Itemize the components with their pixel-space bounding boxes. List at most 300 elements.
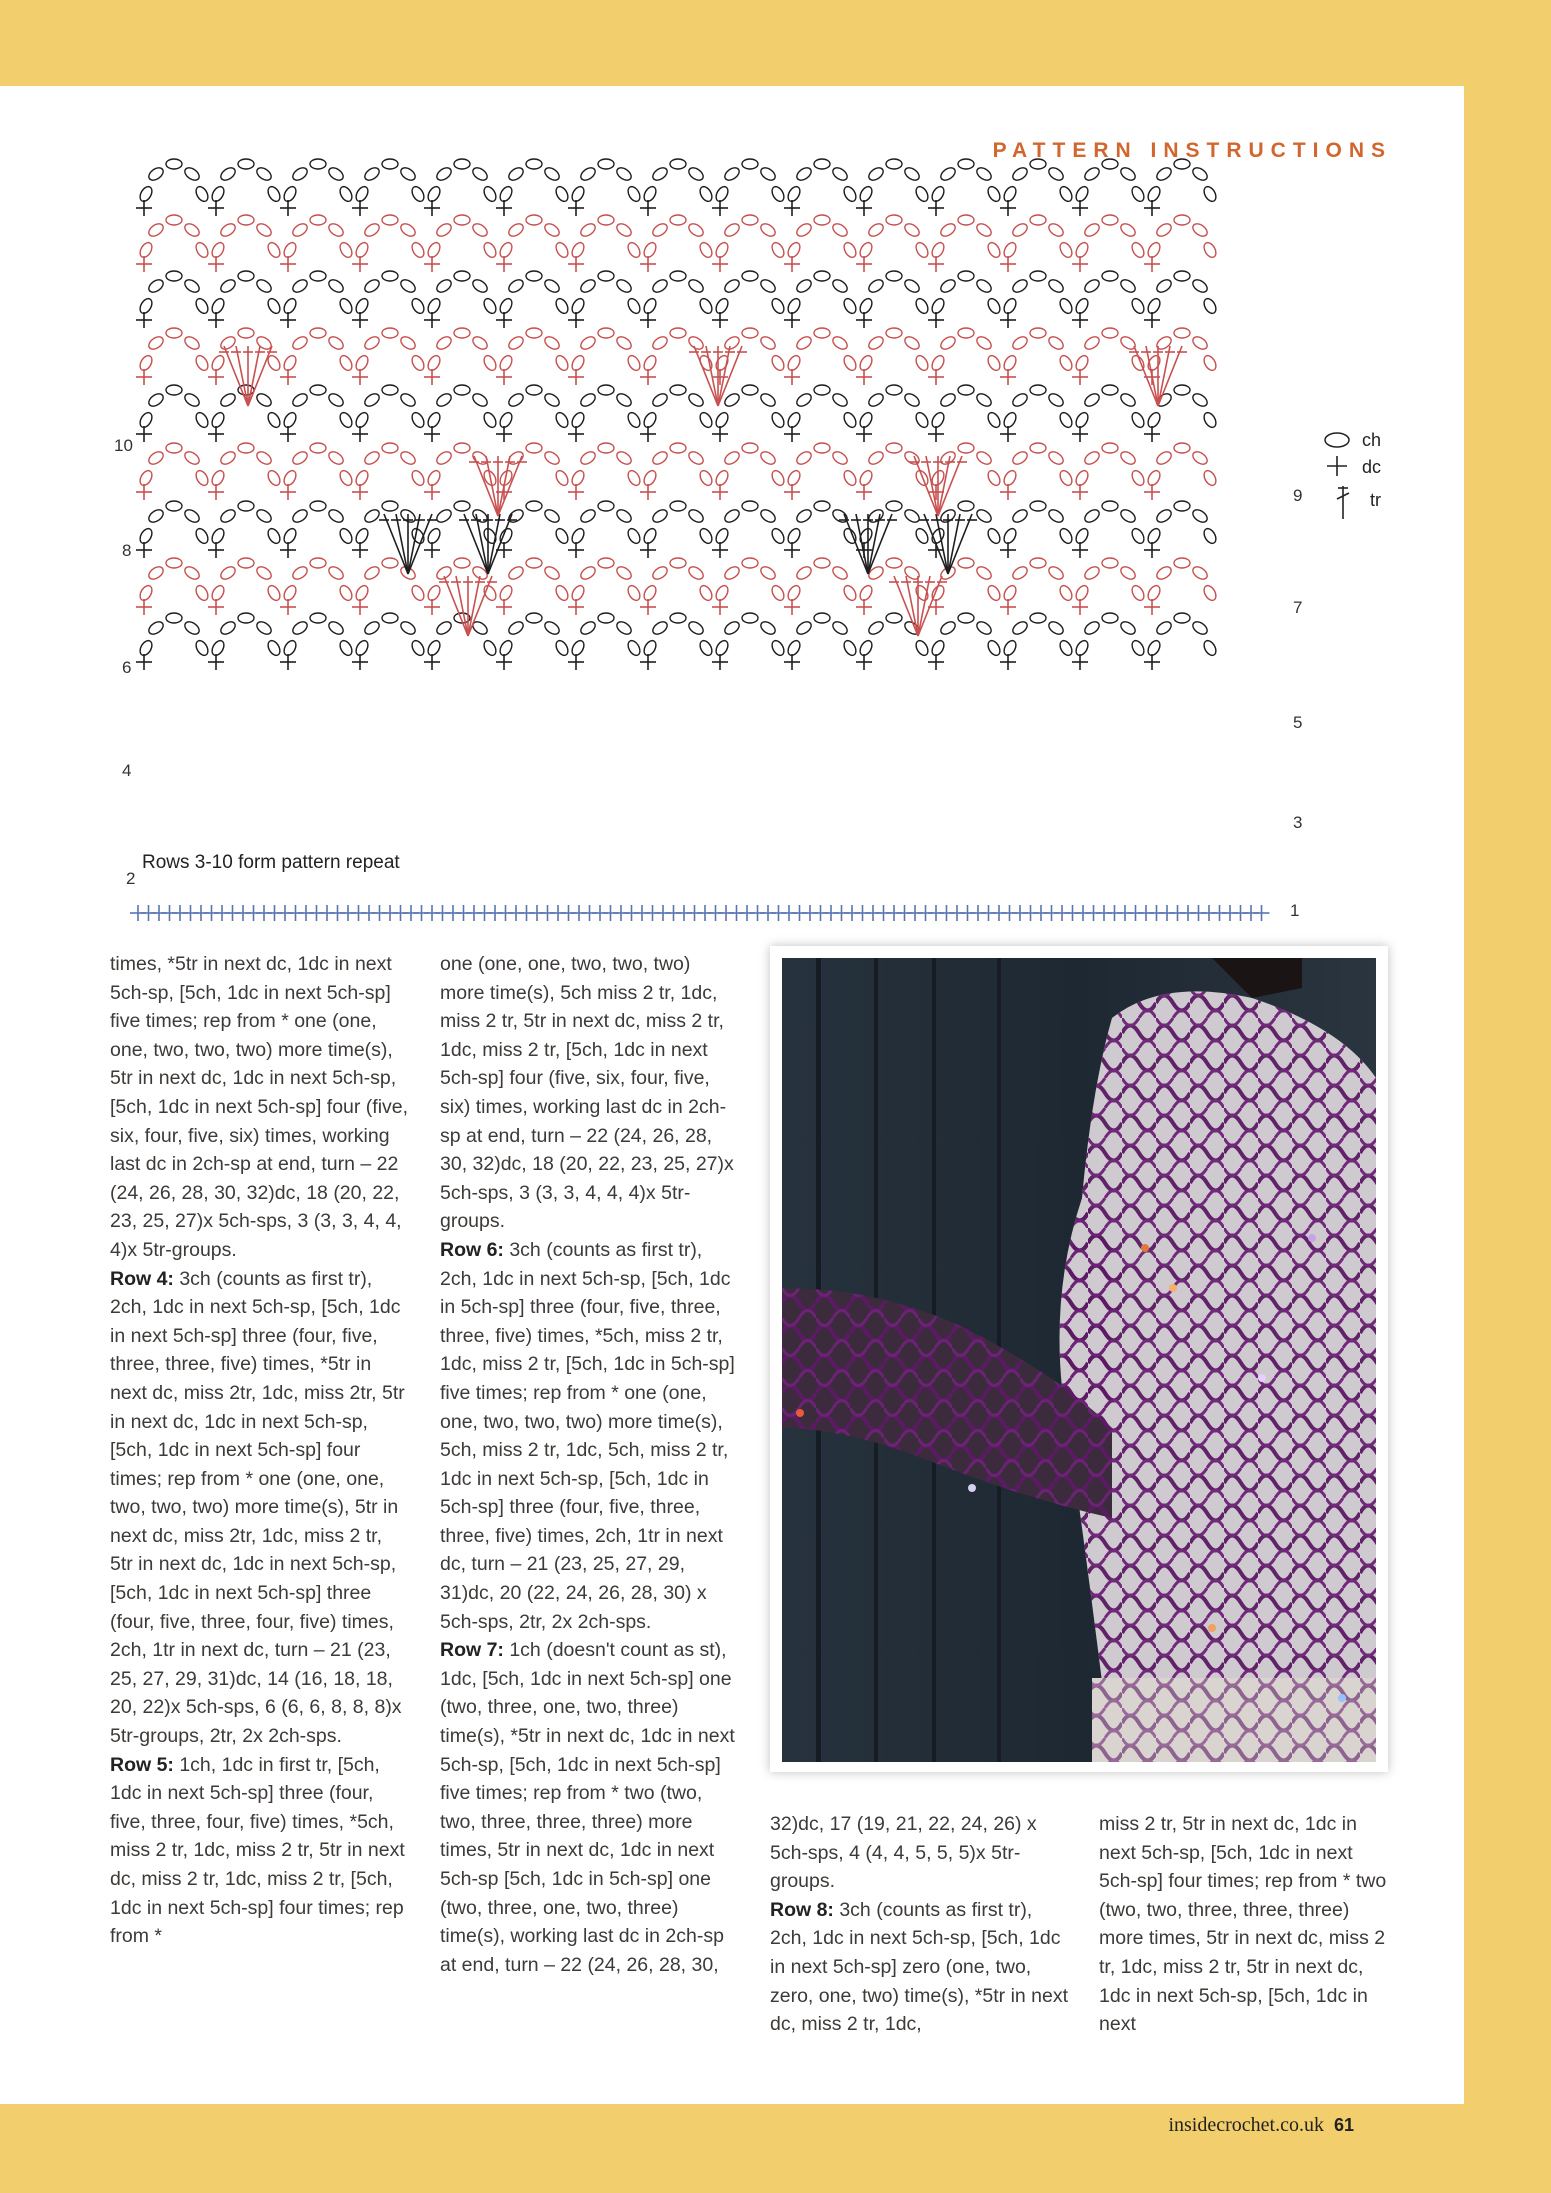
ch-stitch [482, 241, 499, 260]
text-column-4 [1099, 1810, 1389, 2039]
tr-stitch [468, 576, 480, 636]
ch-stitch [219, 449, 238, 466]
ch-stitch [651, 391, 670, 408]
ch-stitch [194, 354, 211, 373]
ch-stitch [831, 449, 850, 466]
ch-stitch [1174, 271, 1190, 281]
ch-stitch [914, 639, 931, 658]
ch-stitch [1191, 507, 1210, 524]
tr-stitch [868, 514, 880, 574]
ch-stitch [1074, 297, 1091, 316]
ch-stitch [570, 469, 587, 488]
ch-stitch [327, 391, 346, 408]
ch-stitch [975, 507, 994, 524]
ch-stitch [507, 391, 526, 408]
tr-stitch [444, 576, 468, 636]
ch-stitch [266, 241, 283, 260]
ch-stitch [579, 449, 598, 466]
ch-stitch [310, 328, 326, 338]
ch-stitch [1146, 241, 1163, 260]
ch-stitch [282, 469, 299, 488]
tr-stitch [408, 514, 420, 574]
ch-stitch [770, 185, 787, 204]
ch-stitch [338, 584, 355, 603]
ch-stitch [570, 527, 587, 546]
ch-stitch [886, 159, 902, 169]
ch-stitch [471, 391, 490, 408]
ch-stitch [310, 159, 326, 169]
tr-stitch [464, 514, 488, 574]
row-text: 3ch (counts as first tr), 2ch, 1dc in next 5ch-sp, [5ch, 1dc in next 5ch-sp] three (four, five, three, three, five) times, *5tr in next dc, miss 2tr, 1dc, miss 2tr, 5tr in next dc, 1dc in next 5ch-sp, [5ch, 1dc in next 5ch-sp] four times; rep from * one (one, one, two, two, two) more time(s), 5tr in next dc, miss 2tr, 1dc, miss 2 tr, 5tr in next dc, 1dc in next 5ch-sp, [5ch, 1dc in next 5ch-sp] three (four, five, three, four, five) times, 2ch, 1tr in next dc, turn – 21 (23, 25, 27, 29, 31)dc, 14 (16, 18, 18, 20, 22)x 5ch-sps, 6 (6, 6, 8, 8, 8)x 5tr-groups, 2tr, 2x 2ch-sps. [110, 1267, 405, 1748]
ch-stitch [507, 619, 526, 636]
page-footer [1168, 2114, 1354, 2137]
ch-stitch [786, 411, 803, 430]
ch-stitch [615, 165, 634, 182]
ch-stitch [291, 619, 310, 636]
ch-stitch [1191, 449, 1210, 466]
ch-stitch [498, 241, 515, 260]
ch-stitch [930, 411, 947, 430]
ch-stitch [426, 185, 443, 204]
ch-stitch [147, 449, 166, 466]
ch-stitch [1191, 221, 1210, 238]
ch-stitch [570, 639, 587, 658]
ch-stitch [986, 469, 1003, 488]
tr-stitch [456, 576, 468, 636]
tr-stitch [498, 456, 522, 516]
ch-stitch [1083, 391, 1102, 408]
ch-stitch [986, 584, 1003, 603]
ch-stitch [507, 277, 526, 294]
ch-stitch [795, 221, 814, 238]
ch-stitch [354, 411, 371, 430]
ch-stitch [615, 334, 634, 351]
ch-stitch [1202, 241, 1219, 260]
ch-stitch [1074, 354, 1091, 373]
ch-stitch [770, 639, 787, 658]
ch-stitch [138, 185, 155, 204]
ch-stitch [435, 277, 454, 294]
ch-stitch [554, 584, 571, 603]
ch-stitch [1130, 527, 1147, 546]
ch-stitch [166, 558, 182, 568]
ch-stitch [255, 564, 274, 581]
ch-stitch [382, 328, 398, 338]
ch-stitch [626, 354, 643, 373]
ch-stitch [939, 391, 958, 408]
ch-stitch [255, 449, 274, 466]
ch-stitch [742, 159, 758, 169]
ch-stitch [975, 221, 994, 238]
ch-stitch [327, 221, 346, 238]
tr-stitch [924, 514, 948, 574]
ch-stitch [282, 297, 299, 316]
ch-stitch [454, 385, 470, 395]
ch-stitch [939, 165, 958, 182]
tr-stitch [474, 456, 498, 516]
row-label: Row 7: [440, 1639, 504, 1662]
ch-stitch [238, 558, 254, 568]
ch-stitch [1119, 507, 1138, 524]
ch-stitch [526, 328, 542, 338]
ch-stitch [526, 501, 542, 511]
ch-stitch [138, 469, 155, 488]
ch-stitch [255, 277, 274, 294]
ch-stitch [1146, 639, 1163, 658]
ch-stitch [194, 584, 211, 603]
ch-stitch [1119, 165, 1138, 182]
ch-stitch [382, 385, 398, 395]
ch-stitch [867, 449, 886, 466]
ch-stitch [399, 221, 418, 238]
ch-stitch [291, 507, 310, 524]
ch-stitch [526, 159, 542, 169]
ch-stitch [698, 639, 715, 658]
ch-stitch [615, 507, 634, 524]
ch-stitch [795, 391, 814, 408]
ch-stitch [975, 619, 994, 636]
ch-stitch [1083, 221, 1102, 238]
ch-stitch [1155, 449, 1174, 466]
ch-stitch [598, 558, 614, 568]
key-tr-symbol [1337, 486, 1349, 519]
ch-stitch [759, 449, 778, 466]
ch-stitch [194, 527, 211, 546]
ch-stitch [687, 391, 706, 408]
ch-stitch [1146, 584, 1163, 603]
ch-stitch [814, 215, 830, 225]
ch-stitch [786, 639, 803, 658]
row-number-10: 10 [114, 436, 133, 455]
ch-stitch [1191, 165, 1210, 182]
ch-stitch [291, 564, 310, 581]
ch-stitch [219, 564, 238, 581]
ch-stitch [930, 241, 947, 260]
paragraph [110, 1265, 410, 1751]
ch-stitch [1058, 527, 1075, 546]
ch-stitch [1102, 558, 1118, 568]
ch-stitch [598, 385, 614, 395]
ch-stitch [507, 334, 526, 351]
ch-stitch [742, 271, 758, 281]
ch-stitch [642, 354, 659, 373]
ch-stitch [1047, 619, 1066, 636]
ch-stitch [1155, 165, 1174, 182]
ch-stitch [1191, 564, 1210, 581]
ch-stitch [723, 564, 742, 581]
ch-stitch [958, 215, 974, 225]
ch-stitch [903, 391, 922, 408]
ch-stitch [554, 469, 571, 488]
ch-stitch [986, 639, 1003, 658]
ch-stitch [498, 639, 515, 658]
ch-stitch [1011, 564, 1030, 581]
ch-stitch [714, 297, 731, 316]
ch-stitch [1083, 449, 1102, 466]
ch-stitch [687, 507, 706, 524]
ch-stitch [435, 619, 454, 636]
ch-stitch [698, 297, 715, 316]
ch-stitch [579, 277, 598, 294]
ch-stitch [1002, 241, 1019, 260]
ch-stitch [147, 391, 166, 408]
ch-stitch [1202, 354, 1219, 373]
ch-stitch [166, 159, 182, 169]
ch-stitch [310, 613, 326, 623]
paragraph [440, 1236, 740, 1636]
ch-stitch [759, 221, 778, 238]
photo-illustration [782, 958, 1376, 1762]
ch-stitch [166, 215, 182, 225]
ch-stitch [1030, 215, 1046, 225]
ch-stitch [543, 334, 562, 351]
ch-stitch [651, 165, 670, 182]
row-label: Row 8: [770, 1898, 834, 1921]
ch-stitch [886, 215, 902, 225]
ch-stitch [1058, 241, 1075, 260]
ch-stitch [183, 221, 202, 238]
ch-stitch [742, 328, 758, 338]
ch-stitch [786, 354, 803, 373]
ch-stitch [1058, 584, 1075, 603]
tr-stitch [408, 514, 432, 574]
ch-stitch [786, 241, 803, 260]
ch-stitch [759, 619, 778, 636]
ch-stitch [554, 639, 571, 658]
ch-stitch [282, 411, 299, 430]
row-text: miss 2 tr, 5tr in next dc, 1dc in next 5ch-sp, [5ch, 1dc in next 5ch-sp] four times; rep from * two (two, two, three, three, three) more times, 5tr in next dc, miss 2 tr, 1dc, miss 2 tr, 5tr in next dc, 1dc in next 5ch-sp, [5ch, 1dc in next [1099, 1813, 1387, 2036]
ch-stitch [1058, 639, 1075, 658]
ch-stitch [723, 277, 742, 294]
ch-stitch [210, 241, 227, 260]
ch-stitch [338, 411, 355, 430]
ch-stitch [482, 584, 499, 603]
ch-stitch [1074, 639, 1091, 658]
ch-stitch [310, 215, 326, 225]
ch-stitch [543, 619, 562, 636]
ch-stitch [498, 185, 515, 204]
ch-stitch [543, 277, 562, 294]
ch-stitch [842, 241, 859, 260]
ch-stitch [147, 277, 166, 294]
ch-stitch [742, 501, 758, 511]
ch-stitch [914, 354, 931, 373]
ch-stitch [598, 215, 614, 225]
ch-stitch [338, 297, 355, 316]
ch-stitch [814, 159, 830, 169]
ch-stitch [526, 215, 542, 225]
ch-stitch [626, 527, 643, 546]
ch-stitch [1202, 584, 1219, 603]
ch-stitch [795, 507, 814, 524]
ch-stitch [570, 241, 587, 260]
ch-stitch [714, 527, 731, 546]
ch-stitch [410, 185, 427, 204]
ch-stitch [842, 411, 859, 430]
tr-stitch [914, 456, 938, 516]
ch-stitch [219, 334, 238, 351]
ch-stitch [482, 185, 499, 204]
ch-stitch [842, 185, 859, 204]
ch-stitch [327, 507, 346, 524]
ch-stitch [310, 443, 326, 453]
paragraph [1099, 1810, 1389, 2039]
tr-stitch [488, 514, 500, 574]
ch-stitch [687, 221, 706, 238]
text-column-2 [440, 950, 740, 1979]
ch-stitch [426, 527, 443, 546]
ch-stitch [642, 584, 659, 603]
ch-stitch [1047, 334, 1066, 351]
ch-stitch [1174, 385, 1190, 395]
ch-stitch [219, 391, 238, 408]
ch-stitch [579, 221, 598, 238]
tr-stitch [498, 456, 510, 516]
ch-stitch [975, 277, 994, 294]
ch-stitch [1002, 411, 1019, 430]
ch-stitch [471, 221, 490, 238]
ch-stitch [626, 639, 643, 658]
ch-stitch [886, 385, 902, 395]
ch-stitch [579, 165, 598, 182]
ch-stitch [338, 639, 355, 658]
ch-stitch [886, 328, 902, 338]
ch-stitch [543, 564, 562, 581]
ch-stitch [742, 613, 758, 623]
ch-stitch [1047, 165, 1066, 182]
ch-stitch [1202, 639, 1219, 658]
ch-stitch [1146, 469, 1163, 488]
ch-stitch [958, 328, 974, 338]
ch-stitch [1047, 507, 1066, 524]
ch-stitch [759, 277, 778, 294]
ch-stitch [482, 639, 499, 658]
ch-stitch [1030, 558, 1046, 568]
paragraph [770, 1810, 1070, 1896]
ch-stitch [454, 271, 470, 281]
ch-stitch [1146, 297, 1163, 316]
ch-stitch [138, 639, 155, 658]
ch-stitch [975, 391, 994, 408]
text-column-1 [110, 950, 410, 1951]
ch-stitch [435, 334, 454, 351]
ch-stitch [1083, 277, 1102, 294]
ch-stitch [1002, 469, 1019, 488]
ch-stitch [598, 271, 614, 281]
ch-stitch [598, 613, 614, 623]
ch-stitch [626, 584, 643, 603]
ch-stitch [354, 241, 371, 260]
ch-stitch [858, 639, 875, 658]
ch-stitch [138, 527, 155, 546]
ch-stitch [814, 613, 830, 623]
ch-stitch [282, 584, 299, 603]
ch-stitch [1130, 411, 1147, 430]
ch-stitch [327, 449, 346, 466]
ch-stitch [1074, 241, 1091, 260]
ch-stitch [354, 527, 371, 546]
ch-stitch [903, 507, 922, 524]
ch-stitch [930, 185, 947, 204]
ch-stitch [255, 619, 274, 636]
ch-stitch [194, 411, 211, 430]
ch-stitch [382, 558, 398, 568]
ch-stitch [554, 527, 571, 546]
ch-stitch [138, 354, 155, 373]
ch-stitch [363, 277, 382, 294]
ch-stitch [1202, 469, 1219, 488]
ch-stitch [338, 354, 355, 373]
ch-stitch [842, 584, 859, 603]
ch-stitch [1058, 354, 1075, 373]
ch-stitch [238, 271, 254, 281]
ch-stitch [147, 564, 166, 581]
ch-stitch [714, 185, 731, 204]
ch-stitch [138, 297, 155, 316]
ch-stitch [1074, 185, 1091, 204]
ch-stitch [723, 391, 742, 408]
key-tr-label: tr [1370, 490, 1381, 510]
ch-stitch [723, 507, 742, 524]
ch-stitch [714, 469, 731, 488]
ch-stitch [435, 165, 454, 182]
key-dc-symbol [1327, 456, 1347, 476]
tr-stitch [718, 346, 742, 406]
ch-stitch [435, 391, 454, 408]
ch-stitch [786, 584, 803, 603]
ch-stitch [1083, 165, 1102, 182]
ch-stitch [210, 411, 227, 430]
row-text: one (one, one, two, two, two) more time(s), 5ch miss 2 tr, 1dc, miss 2 tr, 5tr in next dc, miss 2 tr, 1dc, miss 2 tr, [5ch, 1dc in next 5ch-sp] four (five, six, four, five, six) times, working last dc in 2ch-sp at end, turn – 22 (24, 26, 28, 30, 32)dc, 18 (20, 22, 23, 25, 27)x 5ch-sps, 3 (3, 3, 4, 4, 4)x 5tr-groups. [440, 953, 734, 1233]
ch-stitch [435, 507, 454, 524]
ch-stitch [867, 165, 886, 182]
ch-stitch [554, 241, 571, 260]
ch-stitch [914, 297, 931, 316]
ch-stitch [930, 297, 947, 316]
ch-stitch [1011, 449, 1030, 466]
row-label: Row 6: [440, 1238, 504, 1261]
ch-stitch [698, 241, 715, 260]
ch-stitch [858, 241, 875, 260]
ch-stitch [914, 185, 931, 204]
ch-stitch [310, 385, 326, 395]
ch-stitch [958, 613, 974, 623]
ch-stitch [770, 584, 787, 603]
ch-stitch [410, 639, 427, 658]
ch-stitch [842, 639, 859, 658]
ch-stitch [363, 619, 382, 636]
ch-stitch [1119, 449, 1138, 466]
ch-stitch [831, 619, 850, 636]
ch-stitch [399, 165, 418, 182]
ch-stitch [1047, 449, 1066, 466]
ch-stitch [1102, 501, 1118, 511]
ch-stitch [382, 215, 398, 225]
ch-stitch [266, 411, 283, 430]
ch-stitch [886, 443, 902, 453]
tr-stitch [856, 514, 868, 574]
row-text: 3ch (counts as first tr), 2ch, 1dc in next 5ch-sp, [5ch, 1dc in 5ch-sp] three (four, five, three, three, five) times, *5ch, miss 2 tr, 1dc, miss 2 tr, [5ch, 1dc in 5ch-sp] five times; rep from * one (one, one, two, two, two) more time(s), 5ch, miss 2 tr, 1dc, 5ch, miss 2 tr, 1dc in next 5ch-sp, [5ch, 1dc in 5ch-sp] three (four, five, three, three, five) times, 2ch, 1tr in next dc, turn – 21 (23, 25, 27, 29, 31)dc, 20 (22, 24, 26, 28, 30) x 5ch-sps, 2tr, 2x 2ch-sps. [440, 1238, 735, 1633]
ch-stitch [1002, 185, 1019, 204]
ch-stitch [651, 277, 670, 294]
ch-stitch [363, 165, 382, 182]
ch-stitch [831, 391, 850, 408]
ch-stitch [266, 639, 283, 658]
chart-key [1325, 430, 1381, 519]
ch-stitch [1202, 411, 1219, 430]
ch-stitch [1011, 507, 1030, 524]
ch-stitch [670, 328, 686, 338]
